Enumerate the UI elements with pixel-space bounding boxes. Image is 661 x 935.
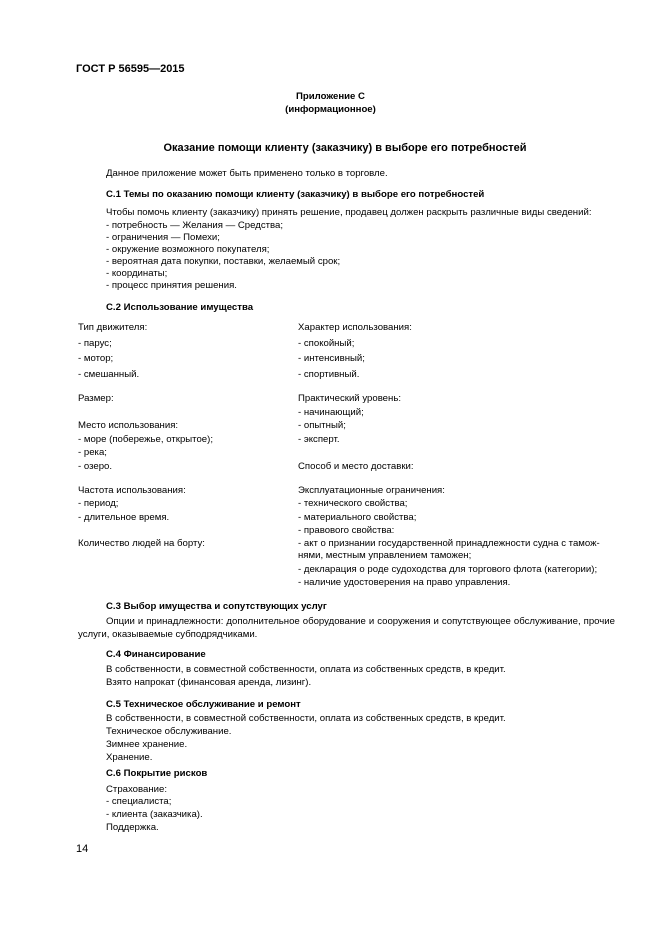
restrictions-label: Эксплуатационные ограничения:	[298, 485, 445, 496]
section-c1-heading: С.1 Темы по оказанию помощи клиенту (заказчику) в выборе его потребностей	[106, 189, 485, 200]
list-item: - смешанный.	[78, 369, 140, 380]
document-code: ГОСТ Р 56595—2015	[76, 63, 185, 75]
list-item: - интенсивный;	[298, 353, 365, 364]
list-item: - процесс принятия решения.	[106, 280, 237, 291]
paragraph-line: В собственности, в совместной собственности, оплата из собственных средств, в кредит.	[106, 713, 506, 724]
list-item: - опытный;	[298, 420, 346, 431]
paragraph-line: Поддержка.	[106, 822, 159, 833]
list-item: - период;	[78, 498, 119, 509]
list-item: - специалиста;	[106, 796, 172, 807]
list-item: - материального свойства;	[298, 512, 417, 523]
intro-text: Данное приложение может быть применено только в торговле.	[106, 168, 388, 179]
paragraph-line: Зимнее хранение.	[106, 739, 188, 750]
appendix-type: (информационное)	[285, 104, 376, 115]
appendix-label: Приложение С	[296, 91, 365, 102]
propulsion-label: Тип движителя:	[78, 322, 148, 333]
list-item: - река;	[78, 447, 107, 458]
list-item: - клиента (заказчика).	[106, 809, 203, 820]
section-c6-heading: С.6 Покрытие рисков	[106, 768, 208, 779]
list-item: - координаты;	[106, 268, 168, 279]
list-item: - декларация о роде судоходства для торгового флота (категории);	[298, 564, 598, 575]
level-label: Практический уровень:	[298, 393, 401, 404]
list-item: - ограничения — Помехи;	[106, 232, 220, 243]
people-label: Количество людей на борту:	[78, 538, 205, 549]
page-number: 14	[76, 843, 89, 855]
list-item: - правового свойства:	[298, 525, 395, 536]
list-item: - парус;	[78, 338, 112, 349]
list-item: - вероятная дата покупки, поставки, желаемый срок;	[106, 256, 341, 267]
section-c3-heading: С.3 Выбор имущества и сопутствующих услуг	[106, 601, 327, 612]
list-item: - мотор;	[78, 353, 114, 364]
frequency-label: Частота использования:	[78, 485, 186, 496]
paragraph-line: Техническое обслуживание.	[106, 726, 232, 737]
section-c4-heading: С.4 Финансирование	[106, 649, 206, 660]
size-label: Размер:	[78, 393, 114, 404]
paragraph-line: Взято напрокат (финансовая аренда, лизинг).	[106, 677, 312, 688]
paragraph-line: В собственности, в совместной собственности, оплата из собственных средств, в кредит.	[106, 664, 506, 675]
list-item: - окружение возможного покупателя;	[106, 244, 270, 255]
delivery-label: Способ и место доставки:	[298, 461, 414, 472]
appendix-title: Оказание помощи клиенту (заказчику) в выборе его потребностей	[163, 142, 527, 154]
list-item: - эксперт.	[298, 434, 340, 445]
list-item: - спортивный.	[298, 369, 360, 380]
list-item: - длительное время.	[78, 512, 170, 523]
place-label: Место использования:	[78, 420, 179, 431]
list-item: - потребность — Желания — Средства;	[106, 220, 284, 231]
section-c3-text: Опции и принадлежности: дополнительное оборудование и сооружения и сопутствующее обслуживание, прочие услуги, оказываемые субподрядчиками.	[78, 616, 615, 640]
section-c2-heading: С.2 Использование имущества	[106, 302, 254, 313]
list-item: нями, местным управлением таможен;	[298, 550, 472, 561]
section-c1-lead: Чтобы помочь клиенту (заказчику) принять решение, продавец должен раскрыть различные виды сведений:	[106, 207, 592, 218]
paragraph-line: Страхование:	[106, 784, 168, 795]
list-item: - море (побережье, открытое);	[78, 434, 213, 445]
character-label: Характер использования:	[298, 322, 412, 333]
paragraph-line: Хранение.	[106, 752, 153, 763]
section-c5-heading: С.5 Техническое обслуживание и ремонт	[106, 699, 301, 710]
list-item: - акт о признании государственной принадлежности судна с тамож-	[298, 538, 600, 549]
list-item: - наличие удостоверения на право управления.	[298, 577, 511, 588]
list-item: - технического свойства;	[298, 498, 408, 509]
list-item: - начинающий;	[298, 407, 364, 418]
list-item: - озеро.	[78, 461, 113, 472]
list-item: - спокойный;	[298, 338, 355, 349]
